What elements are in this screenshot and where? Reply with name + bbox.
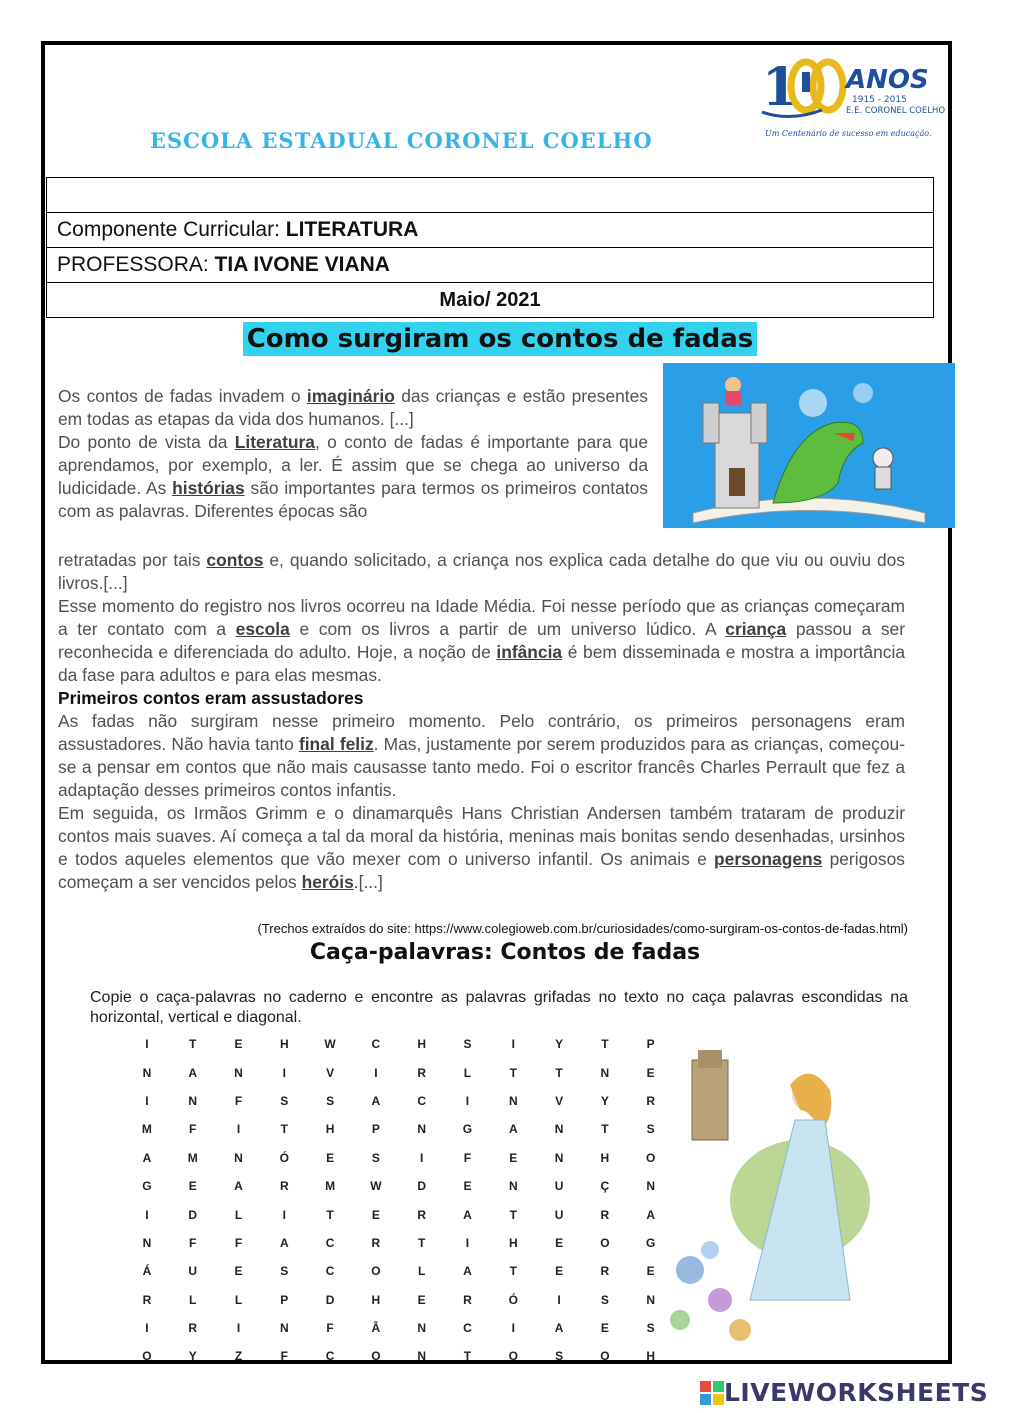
- grid-cell[interactable]: I: [465, 1235, 470, 1250]
- grid-cell[interactable]: I: [420, 1150, 424, 1165]
- grid-cell[interactable]: T: [189, 1037, 197, 1052]
- grid-cell[interactable]: N: [417, 1321, 427, 1336]
- grid-cell[interactable]: W: [370, 1179, 382, 1194]
- grid-cell[interactable]: I: [145, 1321, 149, 1336]
- date-row: Maio/ 2021: [47, 283, 934, 318]
- grid-cell[interactable]: F: [463, 1150, 472, 1165]
- article-title: Como surgiram os contos de fadas: [243, 322, 758, 356]
- source-citation: (Trechos extraídos do site: https://www.colegioweb.com.br/curiosidades/como-surgiram-os-contos-de-fadas.html): [257, 921, 908, 936]
- grid-cell[interactable]: I: [374, 1065, 378, 1080]
- grid-cell[interactable]: I: [511, 1037, 515, 1052]
- grid-cell[interactable]: G: [645, 1235, 656, 1250]
- grid-cell[interactable]: R: [371, 1235, 381, 1250]
- paragraph-intro: Os contos de fadas invadem o imaginário das crianças e estão presentes em todas as etapas da vida dos humanos. [...] Do ponto de vista da Literatura, o conto de fadas é importante para que aprendamos, por exemplo, a ler. É assim que se chega ao universo da ludicidade. As histórias são importantes para termos os primeiros contatos com as palavras. Diferentes épocas são: [58, 386, 648, 521]
- wordsearch-title: Caça-palavras: Contos de fadas: [309, 940, 701, 965]
- grid-cell[interactable]: Z: [234, 1349, 243, 1364]
- teacher-row: [47, 248, 934, 283]
- grid-cell[interactable]: N: [646, 1179, 655, 1194]
- keyword-final-feliz: final feliz: [298, 734, 374, 754]
- grid-cell[interactable]: E: [188, 1179, 197, 1194]
- grid-cell[interactable]: R: [142, 1292, 152, 1307]
- component-row: [47, 213, 934, 248]
- grid-cell[interactable]: H: [417, 1037, 427, 1052]
- grid-cell[interactable]: C: [325, 1264, 335, 1279]
- keyword-crianca: criança: [725, 619, 787, 639]
- grid-cell[interactable]: L: [189, 1292, 197, 1307]
- grid-cell[interactable]: E: [417, 1292, 426, 1307]
- grid-cell[interactable]: Y: [600, 1093, 609, 1108]
- grid-cell[interactable]: S: [646, 1122, 655, 1137]
- grid-cell[interactable]: E: [646, 1264, 655, 1279]
- grid-cell[interactable]: O: [142, 1349, 152, 1364]
- grid-cell[interactable]: T: [326, 1207, 334, 1222]
- grid-cell[interactable]: V: [555, 1093, 564, 1108]
- grid-cell[interactable]: I: [145, 1207, 149, 1222]
- grid-cell[interactable]: I: [282, 1065, 286, 1080]
- logo-slogan: Um Centenário de sucesso em educação.: [765, 129, 932, 138]
- grid-cell[interactable]: E: [326, 1150, 335, 1165]
- grid-cell[interactable]: N: [417, 1349, 427, 1364]
- grid-cell[interactable]: A: [646, 1207, 655, 1222]
- grid-cell[interactable]: T: [509, 1065, 517, 1080]
- liveworksheets-logo: [700, 1378, 988, 1407]
- logo-school: E.E. CORONEL COELHO: [846, 106, 946, 116]
- grid-cell[interactable]: L: [418, 1264, 426, 1279]
- grid-cell[interactable]: F: [326, 1321, 334, 1336]
- grid-cell[interactable]: F: [189, 1235, 197, 1250]
- grid-cell[interactable]: G: [142, 1179, 152, 1194]
- grid-row: [124, 1200, 674, 1228]
- grid-cell[interactable]: N: [600, 1065, 610, 1080]
- grid-cell[interactable]: A: [554, 1321, 564, 1336]
- grid-cell[interactable]: H: [508, 1235, 518, 1250]
- grid-cell[interactable]: A: [463, 1264, 472, 1279]
- grid-cell[interactable]: E: [234, 1264, 243, 1279]
- grid-cell[interactable]: S: [326, 1093, 335, 1108]
- info-table: [46, 177, 934, 318]
- grid-cell[interactable]: V: [326, 1065, 335, 1080]
- grid-cell[interactable]: S: [646, 1321, 655, 1336]
- grid-cell[interactable]: T: [509, 1207, 517, 1222]
- fairy-princess-illustration: [650, 1050, 860, 1360]
- grid-cell[interactable]: Á: [142, 1264, 152, 1279]
- grid-row: [124, 1030, 674, 1058]
- grid-cell[interactable]: E: [371, 1207, 380, 1222]
- grid-cell[interactable]: C: [325, 1235, 335, 1250]
- component-value: LITERATURA: [285, 218, 419, 241]
- grid-cell[interactable]: E: [555, 1264, 564, 1279]
- grid-cell[interactable]: R: [417, 1065, 427, 1080]
- liveworksheets-icon: [700, 1381, 724, 1405]
- grid-cell[interactable]: P: [646, 1037, 655, 1052]
- grid-cell[interactable]: N: [142, 1235, 152, 1250]
- keyword-escola: escola: [235, 619, 290, 639]
- grid-cell[interactable]: H: [646, 1349, 655, 1364]
- grid-cell[interactable]: A: [463, 1207, 472, 1222]
- grid-cell[interactable]: R: [188, 1321, 198, 1336]
- keyword-imaginario: imaginário: [306, 386, 395, 406]
- grid-cell[interactable]: G: [462, 1122, 473, 1137]
- grid-cell[interactable]: Â: [371, 1321, 381, 1336]
- grid-cell[interactable]: E: [555, 1235, 564, 1250]
- grid-cell[interactable]: U: [554, 1207, 564, 1222]
- grid-cell[interactable]: R: [600, 1264, 610, 1279]
- keyword-contos: contos: [206, 550, 264, 570]
- keyword-personagens: personagens: [714, 849, 823, 869]
- subheading: Primeiros contos eram assustadores: [58, 688, 364, 708]
- grid-cell[interactable]: T: [601, 1122, 609, 1137]
- grid-cell[interactable]: T: [509, 1264, 517, 1279]
- grid-cell[interactable]: I: [145, 1037, 149, 1052]
- grid-cell[interactable]: H: [600, 1150, 610, 1165]
- grid-cell[interactable]: S: [280, 1093, 289, 1108]
- grid-row: [124, 1257, 674, 1285]
- grid-row: [124, 1229, 674, 1257]
- grid-cell[interactable]: I: [282, 1207, 286, 1222]
- grid-cell[interactable]: I: [236, 1122, 241, 1137]
- grid-cell[interactable]: S: [600, 1292, 609, 1307]
- grid-cell[interactable]: I: [236, 1321, 241, 1336]
- grid-cell[interactable]: S: [280, 1264, 289, 1279]
- logo-anos-text: ANOS: [846, 65, 929, 95]
- svg-text:1: 1: [762, 57, 799, 118]
- grid-cell[interactable]: O: [371, 1349, 381, 1364]
- grid-cell[interactable]: N: [508, 1179, 518, 1194]
- grid-cell[interactable]: A: [188, 1065, 198, 1080]
- grid-cell[interactable]: O: [600, 1235, 610, 1250]
- grid-cell[interactable]: S: [555, 1349, 564, 1364]
- grid-cell[interactable]: U: [188, 1264, 198, 1279]
- teacher-value: TIA IVONE VIANA: [214, 253, 390, 276]
- grid-cell[interactable]: O: [645, 1150, 656, 1165]
- grid-cell[interactable]: C: [417, 1093, 427, 1108]
- paragraph-body: retratadas por tais contos e, quando solicitado, a criança nos explica cada detalhe do que viu ou ouviu dos livros.[...] Esse momento do registro nos livros ocorreu na Idade Média. Foi nesse período que as crianças começaram a ter contato com a escola e com os livros a partir de um universo lúdico. A criança passou a ser reconhecida e diferenciada do adulto. Hoje, a noção de infância é bem disseminada e mostra a importância da fase para adultos e para elas mesmas. Primeiros contos eram assustadores As fadas não surgiram nesse primeiro momento. Pelo contrário, os primeiros personagens eram assustadores. Não havia tanto final feliz. Mas, justamente por serem produzidos para as crianças, começou-se a pensar em contos que não mais causasse tanto medo. Foi o escritor francês Charles Perrault que fez a adaptação desses primeiros contos infantis. Em seguida, os Irmãos Grimm e o dinamarquês Hans Christian Andersen também trataram de produzir contos mais suaves. Aí começa a tal da moral da história, meninas mais bonitas sendo desenhadas, ursinhos e todos aqueles elementos que vão mexer com o universo infantil. Os animais e personagens perigosos começam a ser vencidos pelos heróis.[...]: [58, 550, 906, 892]
- grid-cell[interactable]: F: [280, 1349, 288, 1364]
- logo-years: 1915 - 2015: [852, 95, 907, 105]
- grid-cell[interactable]: A: [371, 1093, 381, 1108]
- grid-cell[interactable]: C: [463, 1321, 472, 1336]
- grid-cell[interactable]: Y: [188, 1349, 197, 1364]
- grid-cell[interactable]: U: [554, 1179, 564, 1194]
- grid-cell[interactable]: R: [417, 1207, 427, 1222]
- grid-cell[interactable]: E: [234, 1037, 243, 1052]
- info-blank-row: [47, 178, 934, 213]
- grid-cell[interactable]: N: [508, 1093, 518, 1108]
- grid-row: [124, 1342, 674, 1370]
- castle-book-illustration: [663, 363, 955, 528]
- grid-cell[interactable]: Y: [555, 1037, 564, 1052]
- grid-cell[interactable]: R: [646, 1093, 655, 1108]
- grid-cell[interactable]: P: [371, 1122, 380, 1137]
- centenary-logo: [760, 50, 946, 142]
- grid-cell[interactable]: L: [463, 1065, 472, 1080]
- grid-cell[interactable]: I: [145, 1093, 149, 1108]
- grid-cell[interactable]: F: [234, 1235, 243, 1250]
- component-label: Componente Curricular:: [57, 218, 286, 241]
- grid-cell[interactable]: A: [508, 1122, 518, 1137]
- grid-row: [124, 1286, 674, 1314]
- grid-cell[interactable]: A: [234, 1179, 243, 1194]
- grid-cell[interactable]: M: [325, 1179, 336, 1194]
- grid-cell[interactable]: H: [325, 1122, 335, 1137]
- grid-cell[interactable]: I: [465, 1093, 470, 1108]
- grid-row: [124, 1172, 674, 1200]
- grid-cell[interactable]: M: [187, 1150, 198, 1165]
- grid-cell[interactable]: H: [371, 1292, 381, 1307]
- grid-cell[interactable]: E: [600, 1321, 609, 1336]
- grid-row: [124, 1115, 674, 1143]
- grid-cell[interactable]: O: [508, 1349, 518, 1364]
- teacher-label: PROFESSORA:: [57, 253, 215, 276]
- grid-cell[interactable]: Ç: [600, 1179, 610, 1194]
- grid-cell[interactable]: N: [279, 1321, 289, 1336]
- grid-cell[interactable]: D: [417, 1179, 427, 1194]
- grid-cell[interactable]: N: [142, 1065, 152, 1080]
- grid-cell[interactable]: S: [463, 1037, 472, 1052]
- grid-row: [124, 1314, 674, 1342]
- grid-cell[interactable]: N: [417, 1122, 427, 1137]
- grid-cell[interactable]: N: [554, 1150, 564, 1165]
- grid-cell[interactable]: T: [280, 1122, 288, 1137]
- grid-cell[interactable]: F: [234, 1093, 243, 1108]
- grid-cell[interactable]: S: [371, 1150, 380, 1165]
- keyword-historias: histórias: [172, 478, 245, 498]
- grid-cell[interactable]: A: [142, 1150, 152, 1165]
- grid-cell[interactable]: H: [279, 1037, 289, 1052]
- keyword-literatura: Literatura: [234, 432, 315, 452]
- grid-cell[interactable]: T: [555, 1065, 563, 1080]
- grid-row: [124, 1058, 674, 1086]
- grid-cell[interactable]: D: [188, 1207, 198, 1222]
- grid-cell[interactable]: P: [280, 1292, 289, 1307]
- grid-cell[interactable]: Ó: [508, 1292, 518, 1307]
- grid-cell[interactable]: W: [324, 1037, 336, 1052]
- grid-cell[interactable]: N: [188, 1093, 198, 1108]
- grid-cell[interactable]: D: [325, 1292, 335, 1307]
- grid-cell[interactable]: T: [418, 1235, 426, 1250]
- keyword-infancia: infância: [496, 642, 563, 662]
- school-name: ESCOLA ESTADUAL CORONEL COELHO: [150, 128, 653, 153]
- grid-cell[interactable]: O: [371, 1264, 381, 1279]
- wordsearch-grid: [124, 1030, 674, 1371]
- grid-cell[interactable]: R: [279, 1179, 289, 1194]
- grid-row: [124, 1144, 674, 1172]
- grid-cell[interactable]: N: [234, 1150, 243, 1165]
- liveworksheets-text: LIVEWORKSHEETS: [724, 1378, 989, 1407]
- keyword-herois: heróis: [301, 872, 354, 892]
- grid-cell[interactable]: N: [646, 1292, 655, 1307]
- grid-cell[interactable]: Ó: [279, 1150, 289, 1165]
- grid-cell[interactable]: O: [600, 1349, 610, 1364]
- grid-cell[interactable]: M: [141, 1122, 152, 1137]
- grid-cell[interactable]: L: [234, 1207, 243, 1222]
- grid-cell[interactable]: E: [463, 1179, 472, 1194]
- grid-cell[interactable]: N: [234, 1065, 243, 1080]
- grid-cell[interactable]: T: [463, 1349, 472, 1364]
- grid-cell[interactable]: C: [371, 1037, 381, 1052]
- grid-cell[interactable]: E: [646, 1065, 655, 1080]
- grid-cell[interactable]: N: [554, 1122, 564, 1137]
- grid-cell[interactable]: R: [600, 1207, 610, 1222]
- grid-cell[interactable]: A: [279, 1235, 289, 1250]
- grid-cell[interactable]: E: [509, 1150, 518, 1165]
- grid-cell[interactable]: I: [511, 1321, 515, 1336]
- grid-cell[interactable]: C: [325, 1349, 335, 1364]
- wordsearch-instructions: Copie o caça-palavras no caderno e encontre as palavras grifadas no texto no caça palavras escondidas na horizontal, vertical e diagonal.: [90, 989, 908, 1026]
- grid-row: [124, 1087, 674, 1115]
- grid-cell[interactable]: L: [234, 1292, 243, 1307]
- grid-cell[interactable]: T: [601, 1037, 609, 1052]
- grid-cell[interactable]: I: [557, 1292, 561, 1307]
- grid-cell[interactable]: R: [463, 1292, 472, 1307]
- grid-cell[interactable]: F: [189, 1122, 197, 1137]
